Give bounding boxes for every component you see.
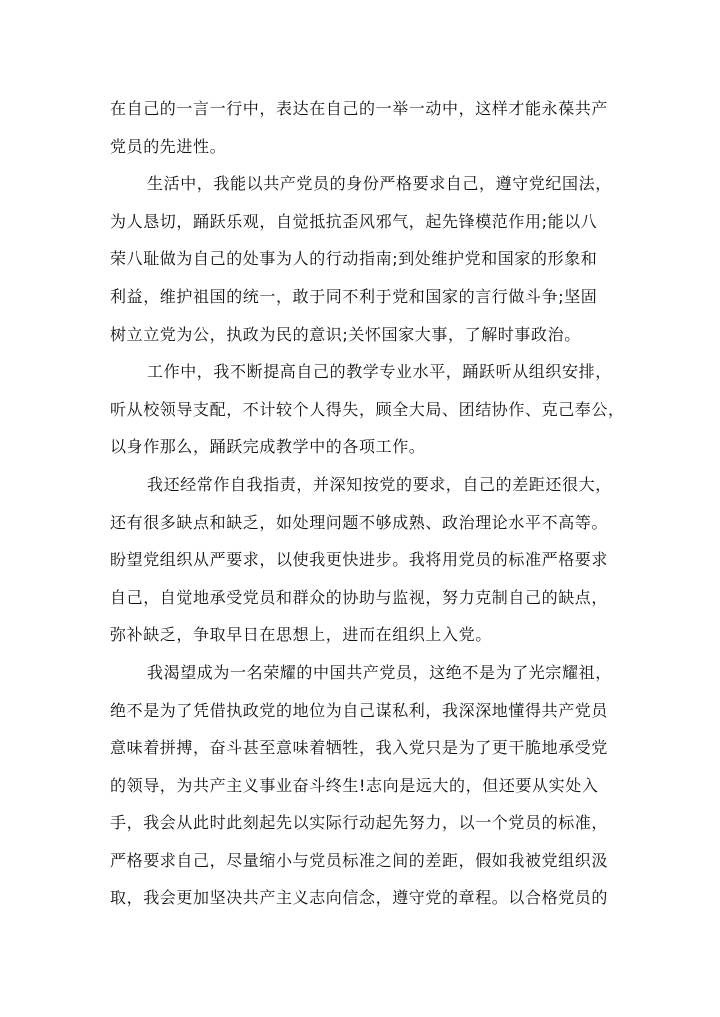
text-line: 意味着拼搏，奋斗甚至意味着牺牲，我入党只是为了更干脆地承受党 — [110, 738, 609, 758]
text-line: 的领导，为共产主义事业奋斗终生!志向是远大的，但还要从实处入 — [110, 775, 599, 795]
text-line: 盼望党组织从严要求，以使我更快进步。我将用党员的标准严格要求 — [110, 550, 609, 570]
text-line: 党员的先进性。 — [110, 136, 227, 156]
text-line: 在自己的一言一行中，表达在自己的一举一动中，这样才能永葆共产 — [110, 99, 609, 118]
text-line: 树立立党为公，执政为民的意识;关怀国家大事，了解时事政治。 — [110, 324, 581, 344]
text-line: 利益，维护祖国的统一，敢于同不利于党和国家的言行做斗争;坚固 — [110, 286, 598, 306]
document-body — [110, 90, 625, 917]
text-line: 手，我会从此时此刻起先以实际行动起先努力，以一个党员的标准， — [110, 813, 609, 833]
text-line: 我渴望成为一名荣耀的中国共产党员，这绝不是为了光宗耀祖， — [147, 662, 612, 682]
text-line: 绝不是为了凭借执政党的地位为自己谋私利，我深深地懂得共产党员 — [110, 700, 609, 720]
text-line: 为人恳切，踊跃乐观，自觉抵抗歪风邪气，起先锋模范作用;能以八 — [110, 211, 598, 231]
text-line: 自己，自觉地承受党员和群众的协助与监视，努力克制自己的缺点， — [110, 587, 609, 607]
text-line: 我还经常作自我指责，并深知按党的要求，自己的差距还很大， — [147, 474, 612, 494]
text-line: 取，我会更加坚决共产主义志向信念，遵守党的章程。以合格党员的 — [110, 888, 609, 908]
text-line: 以身作那么，踊跃完成教学中的各项工作。 — [110, 437, 426, 457]
text-line: 生活中，我能以共产党员的身份严格要求自己，遵守党纪国法， — [147, 174, 612, 194]
text-line: 弥补缺乏，争取早日在思想上，进而在组织上入党。 — [110, 625, 492, 645]
text-line: 还有很多缺点和缺乏，如处理问题不够成熟、政治理论水平不高等。 — [110, 512, 609, 532]
text-line: 工作中，我不断提高自己的教学专业水平，踊跃听从组织安排， — [147, 362, 612, 382]
text-line: 听从校领导支配，不计较个人得失，顾全大局、团结协作、克己奉公， — [110, 399, 625, 419]
text-line: 荣八耻做为自己的处事为人的行动指南;到处维护党和国家的形象和 — [110, 249, 598, 269]
text-line: 严格要求自己，尽量缩小与党员标准之间的差距，假如我被党组织汲 — [110, 850, 609, 870]
